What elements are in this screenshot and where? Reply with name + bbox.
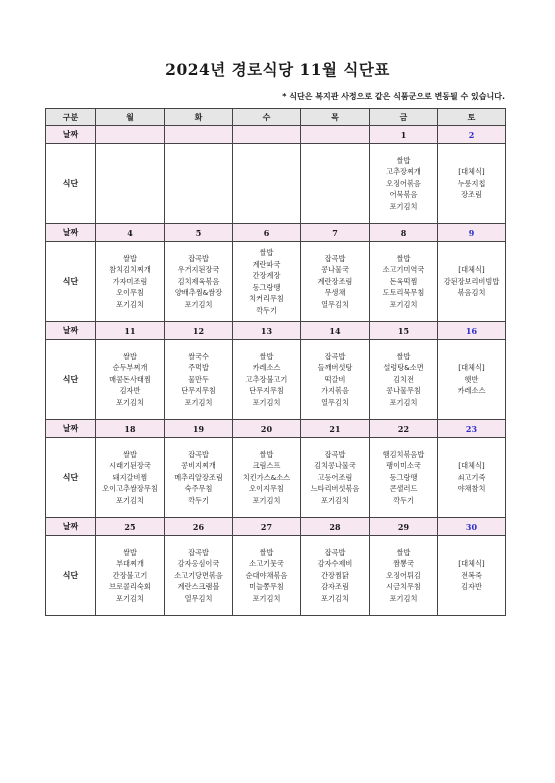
date-cell: [301, 126, 370, 144]
date-cell: [165, 126, 233, 144]
menu-item: 간장불고기: [112, 570, 148, 580]
menu-item: 순두부찌개: [112, 363, 148, 373]
menu-item: 야채참치: [457, 484, 486, 494]
date-cell: 9: [438, 224, 506, 242]
date-cell: 15: [370, 322, 438, 340]
meal-row-label: 식단: [46, 438, 96, 518]
date-cell: 12: [165, 322, 233, 340]
menu-item: 쌀밥: [123, 351, 137, 361]
menu-item: 매콤돈사태찜: [109, 374, 151, 384]
menu-item: 간장찜닭: [321, 570, 349, 580]
header-label: 구분: [46, 109, 96, 126]
menu-item: 순대야채볶음: [245, 570, 288, 580]
menu-item: 소고기뭇국: [249, 559, 284, 569]
menu-item: [대체식]: [458, 363, 485, 373]
menu-item: 짬뽕국: [393, 559, 414, 569]
header-day-mon: 월: [96, 109, 165, 126]
meal-row: [46, 242, 506, 322]
menu-item: 볶음김치: [457, 288, 486, 298]
menu-item: 오징어튀김: [386, 570, 421, 580]
meal-cell: [370, 536, 438, 616]
header-day-fri: 금: [370, 109, 438, 126]
menu-item: 잡곡밥: [188, 547, 209, 557]
meal-cell: [165, 438, 233, 518]
date-row-label: 날짜: [46, 420, 96, 438]
menu-item: 콩비지찌개: [181, 461, 216, 471]
meal-row-label: 식단: [46, 242, 96, 322]
meal-cell: [96, 340, 165, 420]
menu-item: 잡곡밥: [324, 253, 346, 263]
menu-item: 김자반: [461, 582, 482, 592]
date-cell: 27: [233, 518, 301, 536]
meal-cell: [96, 144, 165, 224]
meal-row-label: 식단: [46, 536, 96, 616]
menu-item: 콘샐러드: [389, 484, 418, 494]
meal-cell: [233, 242, 301, 322]
menu-item: 쌀밥: [123, 449, 137, 459]
meal-cell: [301, 242, 370, 322]
menu-item: [대체식]: [458, 265, 485, 275]
menu-item: 쌀밥: [396, 155, 411, 165]
meal-cell: [233, 438, 301, 518]
meal-cell: [438, 242, 506, 322]
menu-item: 포기김치: [389, 397, 418, 407]
menu-item: 장조림: [461, 190, 482, 200]
date-cell: [96, 126, 165, 144]
meal-cell: [370, 340, 438, 420]
menu-item: 포기김치: [389, 201, 418, 211]
menu-item: 열무김치: [321, 397, 349, 407]
menu-item: 오이무침: [116, 288, 144, 298]
menu-item: 포기김치: [252, 495, 281, 505]
notice-text: * 식단은 복지관 사정으로 같은 식품군으로 변동될 수 있습니다.: [282, 92, 505, 101]
meal-row: [46, 438, 506, 518]
meal-cell: [301, 438, 370, 518]
menu-item: 부대찌개: [116, 559, 144, 569]
menu-item: 주먹밥: [188, 363, 209, 373]
meal-cell: [370, 438, 438, 518]
header-day-wed: 수: [233, 109, 301, 126]
menu-item: 포기김치: [389, 299, 418, 309]
menu-item: 햄김치볶음밥: [382, 449, 425, 459]
date-cell: 11: [96, 322, 165, 340]
menu-item: 치킨가스&소스: [242, 472, 291, 482]
meal-cell: [301, 144, 370, 224]
menu-item: 치커리무침: [249, 294, 284, 303]
menu-item: 쌀밥: [396, 253, 411, 263]
menu-item: 카레소스: [252, 363, 281, 373]
date-cell: [233, 126, 301, 144]
menu-item: 열무김치: [321, 299, 349, 309]
date-row-label: 날짜: [46, 126, 96, 144]
menu-item: 깍두기: [393, 495, 414, 505]
meal-row: [46, 340, 506, 420]
menu-item: 동그랑땡: [252, 282, 281, 292]
date-cell: 22: [370, 420, 438, 438]
menu-item: 설렁탕&소면: [383, 363, 424, 373]
menu-item: 우거지된장국: [177, 265, 220, 275]
menu-item: 가자미조림: [112, 276, 148, 286]
menu-item: 잡곡밥: [188, 253, 209, 263]
date-cell: 13: [233, 322, 301, 340]
menu-item: 떡갈비: [324, 374, 346, 384]
date-cell: 19: [165, 420, 233, 438]
menu-item: 깍두기: [188, 495, 209, 505]
page-title: 2024년 경로식당 11월 식단표: [165, 60, 390, 79]
menu-item: 브로콜리숙회: [109, 582, 151, 592]
menu-item: 김자반: [119, 386, 141, 396]
menu-item: 소고기미역국: [382, 265, 425, 275]
meal-cell: [96, 242, 165, 322]
menu-item: 콩나물무침: [386, 386, 421, 396]
menu-item: 햇반: [464, 374, 479, 384]
menu-item: 쇠고기죽: [457, 472, 486, 482]
meal-cell: [165, 340, 233, 420]
menu-item: 포기김치: [321, 593, 349, 603]
menu-item: 계란파국: [252, 259, 281, 269]
menu-item: 가지볶음: [321, 386, 349, 396]
menu-item: 감자수제비: [317, 559, 353, 569]
date-cell: 1: [370, 126, 438, 144]
menu-item: 고추장불고기: [245, 374, 288, 384]
menu-item: [대체식]: [458, 461, 485, 471]
menu-item: 깍두기: [256, 305, 277, 315]
menu-item: 느타리버섯볶음: [310, 484, 360, 494]
menu-item: 도토리묵무침: [382, 288, 425, 298]
menu-item: 양배추찜&쌈장: [174, 288, 223, 298]
menu-item: 계란스크램블: [177, 582, 220, 592]
meal-cell: [165, 242, 233, 322]
meal-cell: [438, 340, 506, 420]
menu-item: 팽이미소국: [386, 461, 421, 471]
date-row-label: 날짜: [46, 224, 96, 242]
menu-item: 잡곡밥: [324, 351, 346, 361]
date-cell: 30: [438, 518, 506, 536]
menu-item: 어묵볶음: [389, 190, 418, 200]
menu-item: 단무지무침: [249, 386, 284, 396]
menu-item: 돈육떡찜: [389, 276, 418, 286]
meal-cell: [96, 438, 165, 518]
date-cell: 26: [165, 518, 233, 536]
menu-item: 잡곡밥: [324, 547, 346, 557]
menu-item: 전복죽: [461, 570, 482, 580]
menu-item: 물만두: [188, 374, 209, 384]
menu-item: 김치제육볶음: [177, 276, 220, 286]
date-row: [46, 518, 506, 536]
menu-item: 시금치무침: [386, 582, 421, 592]
menu-item: 쌀밥: [396, 351, 411, 361]
date-cell: 2: [438, 126, 506, 144]
menu-item: 고추장찌개: [386, 167, 421, 177]
menu-item: 오이지무침: [249, 484, 284, 494]
date-cell: 4: [96, 224, 165, 242]
menu-item: 쌀밥: [259, 351, 274, 361]
menu-item: 쌀밥: [259, 547, 274, 557]
menu-item: 오징어볶음: [386, 178, 421, 188]
menu-item: 포기김치: [116, 397, 144, 407]
menu-item: 포기김치: [116, 593, 144, 603]
menu-item: 포기김치: [252, 593, 281, 603]
menu-item: 포기김치: [184, 397, 213, 407]
meal-cell: [370, 144, 438, 224]
menu-item: 쌀밥: [259, 449, 274, 459]
menu-item: 시래기된장국: [109, 461, 151, 471]
date-cell: 21: [301, 420, 370, 438]
date-cell: 18: [96, 420, 165, 438]
menu-table: [45, 108, 506, 616]
date-cell: 6: [233, 224, 301, 242]
menu-item: 감자옹심이국: [177, 559, 220, 569]
meal-cell: [165, 536, 233, 616]
menu-item: 미늘쫑무침: [249, 582, 284, 592]
date-cell: 29: [370, 518, 438, 536]
date-cell: 28: [301, 518, 370, 536]
date-row-label: 날짜: [46, 518, 96, 536]
header-day-tue: 화: [165, 109, 233, 126]
menu-item: 포기김치: [389, 593, 418, 603]
menu-item: 잡곡밥: [324, 449, 346, 459]
menu-item: 강된장보리비빔밥: [443, 276, 500, 286]
menu-item: 누룽지칩: [457, 178, 486, 188]
menu-item: [대체식]: [458, 167, 485, 177]
menu-item: 쌀밥: [123, 253, 137, 263]
menu-item: 포기김치: [116, 299, 144, 309]
header-day-thu: 목: [301, 109, 370, 126]
meal-cell: [438, 536, 506, 616]
menu-item: 계란장조림: [317, 276, 353, 286]
menu-item: 김치콩나물국: [314, 461, 356, 471]
menu-item: 쌀밥: [396, 547, 411, 557]
date-cell: 25: [96, 518, 165, 536]
date-cell: 20: [233, 420, 301, 438]
meal-cell: [165, 144, 233, 224]
menu-item: 열무김치: [184, 593, 213, 603]
menu-item: 감자조림: [321, 582, 349, 592]
meal-cell: [370, 242, 438, 322]
menu-item: 포기김치: [184, 299, 213, 309]
menu-item: 참치김치찌개: [109, 265, 151, 275]
meal-cell: [438, 144, 506, 224]
menu-item: 포기김치: [116, 495, 144, 505]
menu-item: 숙주무침: [184, 484, 213, 494]
meal-cell: [438, 438, 506, 518]
meal-row-label: 식단: [46, 144, 96, 224]
menu-item: 돼지갈비찜: [112, 472, 148, 482]
menu-item: 콩나물국: [321, 265, 349, 275]
meal-row: [46, 144, 506, 224]
header-day-sat: 토: [438, 109, 506, 126]
menu-item: 포기김치: [252, 397, 281, 407]
date-row-label: 날짜: [46, 322, 96, 340]
menu-item: 쌀국수: [188, 351, 209, 361]
menu-item: [대체식]: [458, 559, 485, 569]
header-row: [46, 109, 506, 126]
menu-item: 무생채: [324, 288, 346, 298]
menu-item: 단무지무침: [181, 386, 216, 396]
menu-item: 들깨버섯탕: [317, 363, 353, 373]
date-cell: 16: [438, 322, 506, 340]
date-cell: 5: [165, 224, 233, 242]
meal-cell: [301, 536, 370, 616]
menu-item: 메추리알장조림: [174, 472, 223, 482]
meal-cell: [301, 340, 370, 420]
menu-item: 크림스프: [252, 461, 281, 471]
meal-cell: [233, 536, 301, 616]
menu-item: 잡곡밥: [188, 449, 209, 459]
date-cell: 8: [370, 224, 438, 242]
menu-item: 간장계장: [252, 271, 281, 280]
menu-item: 고등어조림: [317, 472, 353, 482]
meal-cell: [233, 340, 301, 420]
menu-item: 쌀밥: [259, 248, 274, 257]
date-row: [46, 224, 506, 242]
menu-item: 소고기당면볶음: [174, 570, 223, 580]
menu-item: 포기김치: [321, 495, 349, 505]
menu-item: 쌀밥: [123, 547, 137, 557]
menu-item: 동그랑땡: [389, 472, 418, 482]
meal-cell: [233, 144, 301, 224]
date-cell: 7: [301, 224, 370, 242]
menu-item: 카레소스: [457, 386, 486, 396]
date-row: [46, 126, 506, 144]
date-cell: 23: [438, 420, 506, 438]
meal-cell: [96, 536, 165, 616]
date-cell: 14: [301, 322, 370, 340]
menu-item: 김치전: [393, 374, 414, 384]
meal-row-label: 식단: [46, 340, 96, 420]
menu-item: 오이고추쌈장무침: [102, 484, 158, 494]
date-row: [46, 420, 506, 438]
meal-row: [46, 536, 506, 616]
date-row: [46, 322, 506, 340]
